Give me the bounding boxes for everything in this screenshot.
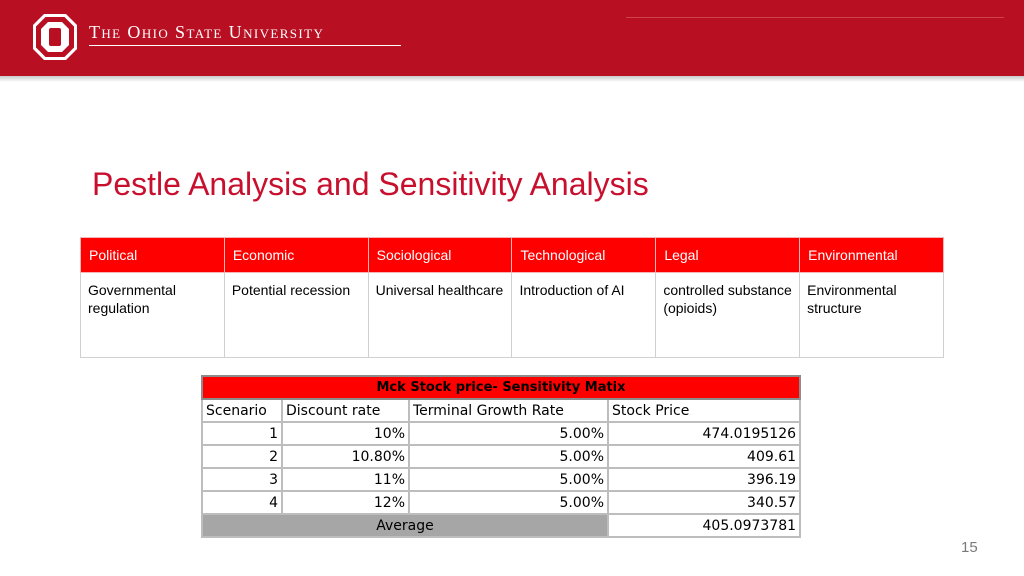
pestle-value-economic: Potential recession: [224, 273, 368, 358]
growth-rate-cell: 5.00%: [409, 491, 608, 514]
col-header-terminal-growth: Terminal Growth Rate: [409, 399, 608, 422]
university-underline: [89, 45, 401, 46]
growth-rate-cell: 5.00%: [409, 468, 608, 491]
table-row: [202, 422, 800, 445]
sensitivity-table: [201, 375, 801, 538]
stock-price-cell: 474.0195126: [608, 422, 800, 445]
scenario-cell: 2: [202, 445, 282, 468]
block-o-logo: [33, 14, 77, 60]
pestle-header-technological: Technological: [512, 238, 656, 273]
pestle-header-row: [81, 238, 944, 273]
slide-title: Pestle Analysis and Sensitivity Analysis: [92, 166, 649, 202]
discount-rate-cell: 12%: [282, 491, 409, 514]
pestle-value-sociological: Universal healthcare: [368, 273, 512, 358]
sensitivity-header-row: [202, 399, 800, 422]
sensitivity-title: Mck Stock price- Sensitivity Matix: [202, 376, 800, 399]
pestle-header-political: Political: [81, 238, 225, 273]
pestle-header-economic: Economic: [224, 238, 368, 273]
discount-rate-cell: 10.80%: [282, 445, 409, 468]
col-header-discount-rate: Discount rate: [282, 399, 409, 422]
stock-price-cell: 340.57: [608, 491, 800, 514]
page-number: 15: [961, 539, 978, 556]
discount-rate-cell: 11%: [282, 468, 409, 491]
average-row: [202, 514, 800, 537]
header-shadow: [0, 76, 1024, 82]
pestle-header-legal: Legal: [656, 238, 800, 273]
header-bar: [0, 0, 1024, 76]
col-header-scenario: Scenario: [202, 399, 282, 422]
pestle-header-environmental: Environmental: [800, 238, 944, 273]
col-header-stock-price: Stock Price: [608, 399, 800, 422]
pestle-value-political: Governmental regulation: [81, 273, 225, 358]
table-row: [202, 468, 800, 491]
pestle-value-legal: controlled substance (opioids): [656, 273, 800, 358]
scenario-cell: 3: [202, 468, 282, 491]
stock-price-cell: 396.19: [608, 468, 800, 491]
pestle-value-row: [81, 273, 944, 358]
pestle-header-sociological: Sociological: [368, 238, 512, 273]
header-divider: [626, 17, 1004, 18]
discount-rate-cell: 10%: [282, 422, 409, 445]
pestle-table: [80, 237, 944, 358]
scenario-cell: 1: [202, 422, 282, 445]
average-value: 405.0973781: [608, 514, 800, 537]
growth-rate-cell: 5.00%: [409, 422, 608, 445]
scenario-cell: 4: [202, 491, 282, 514]
average-label: Average: [202, 514, 608, 537]
pestle-value-environmental: Environmental structure: [800, 273, 944, 358]
pestle-value-technological: Introduction of AI: [512, 273, 656, 358]
growth-rate-cell: 5.00%: [409, 445, 608, 468]
table-row: [202, 491, 800, 514]
table-row: [202, 445, 800, 468]
university-name: The Ohio State University: [89, 22, 325, 42]
stock-price-cell: 409.61: [608, 445, 800, 468]
